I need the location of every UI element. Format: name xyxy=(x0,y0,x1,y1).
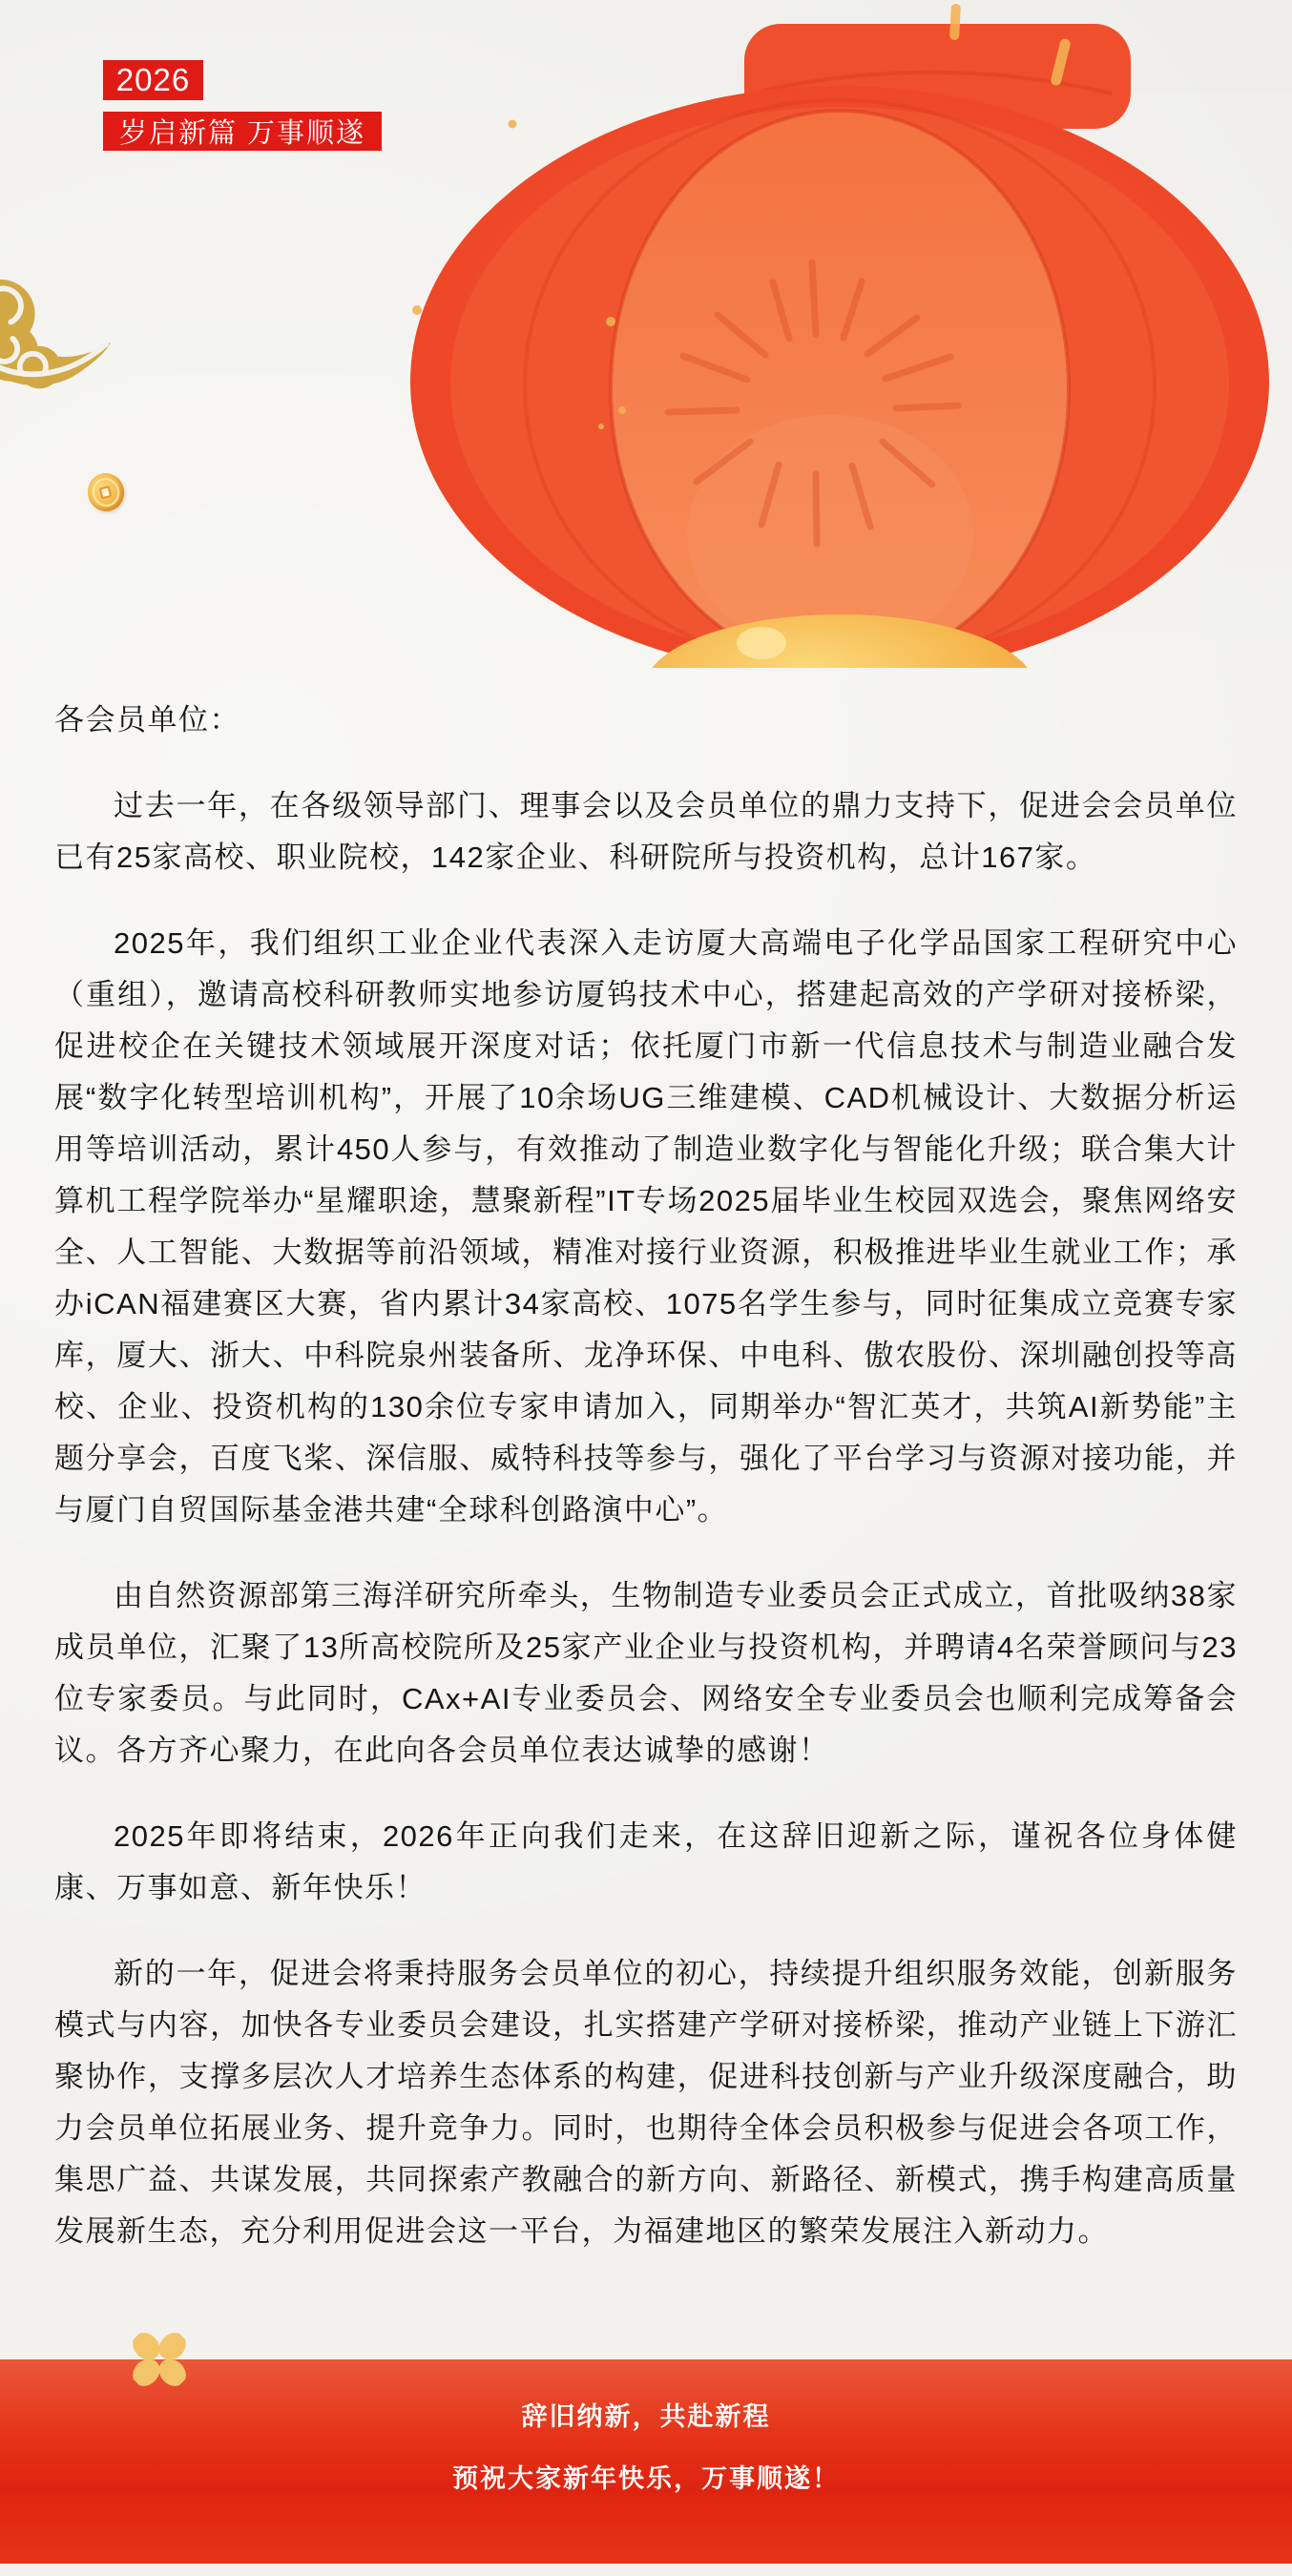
gold-coin-icon xyxy=(84,469,129,515)
paragraph-3: 由自然资源部第三海洋研究所牵头，生物制造专业委员会正式成立，首批吸纳38家成员单位，汇聚了13所高校院所及25家产业企业与投资机构，并聘请4名荣誉顾问与23位专家委员。与此同时，CAx+AI专业委员会、网络安全专业委员会也顺利完成筹备会议。各方齐心聚力，在此向各会员单位表达诚挚的感谢！ xyxy=(54,1579,1238,1767)
auspicious-cloud-icon xyxy=(0,279,113,399)
paragraph-5: 新的一年，促进会将秉持服务会员单位的初心，持续提升组织服务效能，创新服务模式与内容，加快各专业委员会建设，扎实搭建产学研对接桥梁，推动产业链上下游汇聚协作，支撑多层次人才培养生态体系的构建，促进科技创新与产业升级深度融合，助力会员单位拓展业务、提升竞争力。同时，也期待全体会员积极参与促进会各项工作，集思广益、共谋发展，共同探索产教融合的新方向、新路径、新模式，携手构建高质量发展新生态，充分利用促进会这一平台，为福建地区的繁荣发展注入新动力。 xyxy=(54,1957,1238,2248)
paragraph-1: 过去一年，在各级领导部门、理事会以及会员单位的鼎力支持下，促进会会员单位已有25家高校、职业院校，142家企业、科研院所与投资机构，总计167家。 xyxy=(54,789,1238,874)
year-badge: 2026 xyxy=(103,60,203,100)
footer-banner xyxy=(0,2359,1292,2564)
red-lantern-illustration xyxy=(382,0,1292,668)
paragraph-2: 2025年，我们组织工业企业代表深入走访厦大高端电子化学品国家工程研究中心（重组），邀请高校科研教师实地参访厦钨技术中心，搭建起高效的产学研对接桥梁，促进校企在关键技术领域展开深度对话；依托厦门市新一代信息技术与制造业融合发展“数字化转型培训机构”，开展了10余场UG三维建模、CAD机械设计、大数据分析运用等培训活动，累计450人参与，有效推动了制造业数字化与智能化升级；联合集大计算机工程学院举办“星耀职途，慧聚新程”IT专场2025届毕业生校园双选会，聚焦网络安全、人工智能、大数据等前沿领域，精准对接行业资源，积极推进毕业生就业工作；承办iCAN福建赛区大赛，省内累计34家高校、1075名学生参与，同时征集成立竞赛专家库，厦大、浙大、中科院泉州装备所、龙净环保、中电科、傲农股份、深圳融创投等高校、企业、投资机构的130余位专家申请加入，同期举办“智汇英才，共筑AI新势能”主题分享会，百度飞桨、深信服、威特科技等参与，强化了平台学习与资源对接功能，并与厦门自贸国际基金港共建“全球科创路演中心”。 xyxy=(54,926,1238,1527)
salutation: 各会员单位： xyxy=(54,703,240,737)
footer-line-2: 预祝大家新年快乐，万事顺遂！ xyxy=(452,2464,840,2493)
letter-body xyxy=(54,695,1238,2292)
footer-line-1: 辞旧纳新，共赴新程 xyxy=(521,2402,771,2431)
paragraph-4: 2025年即将结束，2026年正向我们走来，在这辞旧迎新之际，谨祝各位身体健康、万事如意、新年快乐！ xyxy=(54,1819,1238,1904)
slogan-badge: 岁启新篇 万事顺遂 xyxy=(103,112,382,151)
